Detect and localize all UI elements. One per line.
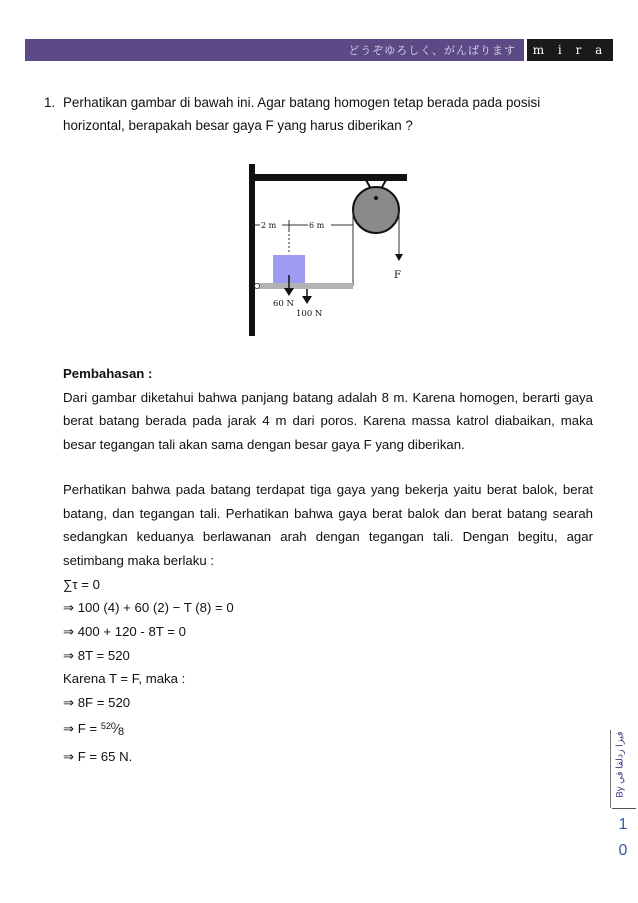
header-japanese-text: どうぞゆろしく、がんばります xyxy=(348,44,516,57)
question xyxy=(44,91,600,137)
label-F: F xyxy=(394,270,401,281)
arrow-60N xyxy=(284,288,294,296)
side-note xyxy=(612,730,628,804)
page-number-digit-2: 0 xyxy=(618,842,628,859)
header-brand: m i r a i xyxy=(527,39,613,61)
side-note-text: By فيزا زدلقا قي xyxy=(614,731,626,798)
header-banner xyxy=(25,39,524,61)
question-number: 1. xyxy=(44,95,56,110)
horizontal-bar xyxy=(255,283,353,289)
equation-8: ⇒ F = 65 N. xyxy=(63,748,133,764)
header-bar xyxy=(25,39,613,79)
equation-5: Karena T = F, maka : xyxy=(63,671,186,687)
equation-7: ⇒ $F = ^{520}⁄_8$ xyxy=(63,720,125,738)
page-number-rule xyxy=(612,808,636,809)
arrow-F xyxy=(395,254,403,261)
lever-pulley-diagram xyxy=(230,158,420,338)
label-2m: 2 m xyxy=(261,221,277,230)
equation-7-numerator: 520 xyxy=(100,720,116,731)
equation-7-denominator: 8 xyxy=(118,725,125,738)
equation-1: ∑τ = 0 xyxy=(63,576,100,592)
equation-3: ⇒ 400 + 120 - 8T = 0 xyxy=(63,624,186,640)
solution-paragraph-2: Perhatikan bahwa pada batang terdapat tiga gaya yang bekerja yaitu berat balok, berat batang, dan tegangan tali. Perhatikan bahwa gaya berat balok dan berat batang searah sedangkan keduanya berlawanan arah dengan tegangan tali. Dengan begitu, agar setimbang maka berlaku : xyxy=(63,481,593,568)
pulley-hub xyxy=(374,196,378,200)
side-divider xyxy=(610,730,611,808)
equation-7-prefix: ⇒ F = xyxy=(63,720,101,736)
arrow-100N xyxy=(302,296,312,304)
equation-6: ⇒ 8F = 520 xyxy=(63,695,131,711)
solution-heading: Pembahasan : xyxy=(63,366,153,381)
question-text: Perhatikan gambar di bawah ini. Agar batang homogen tetap berada pada posisi horizontal, berapakah besar gaya F yang harus diberikan ? xyxy=(63,95,541,133)
page-number-digit-1: 1 xyxy=(618,816,628,833)
label-100N: 100 N xyxy=(296,309,323,319)
equation-4: ⇒ 8T = 520 xyxy=(63,647,130,663)
pulley xyxy=(353,187,399,233)
label-6m: 6 m xyxy=(309,221,325,230)
solution xyxy=(63,362,593,768)
wall-post xyxy=(249,164,255,336)
label-60N: 60 N xyxy=(273,299,294,309)
solution-paragraph-1: Dari gambar diketahui bahwa panjang batang adalah 8 m. Karena homogen, berarti gaya berat batang berada pada jarak 4 m dari poros. Karena massa katrol diabaikan, maka besar tegangan tali akan sama dengan besar gaya F yang diberikan. xyxy=(63,389,593,453)
hinge xyxy=(255,284,260,289)
equation-2: ⇒ 100 (4) + 60 (2) − T (8) = 0 xyxy=(63,600,234,616)
page-number xyxy=(616,812,630,864)
